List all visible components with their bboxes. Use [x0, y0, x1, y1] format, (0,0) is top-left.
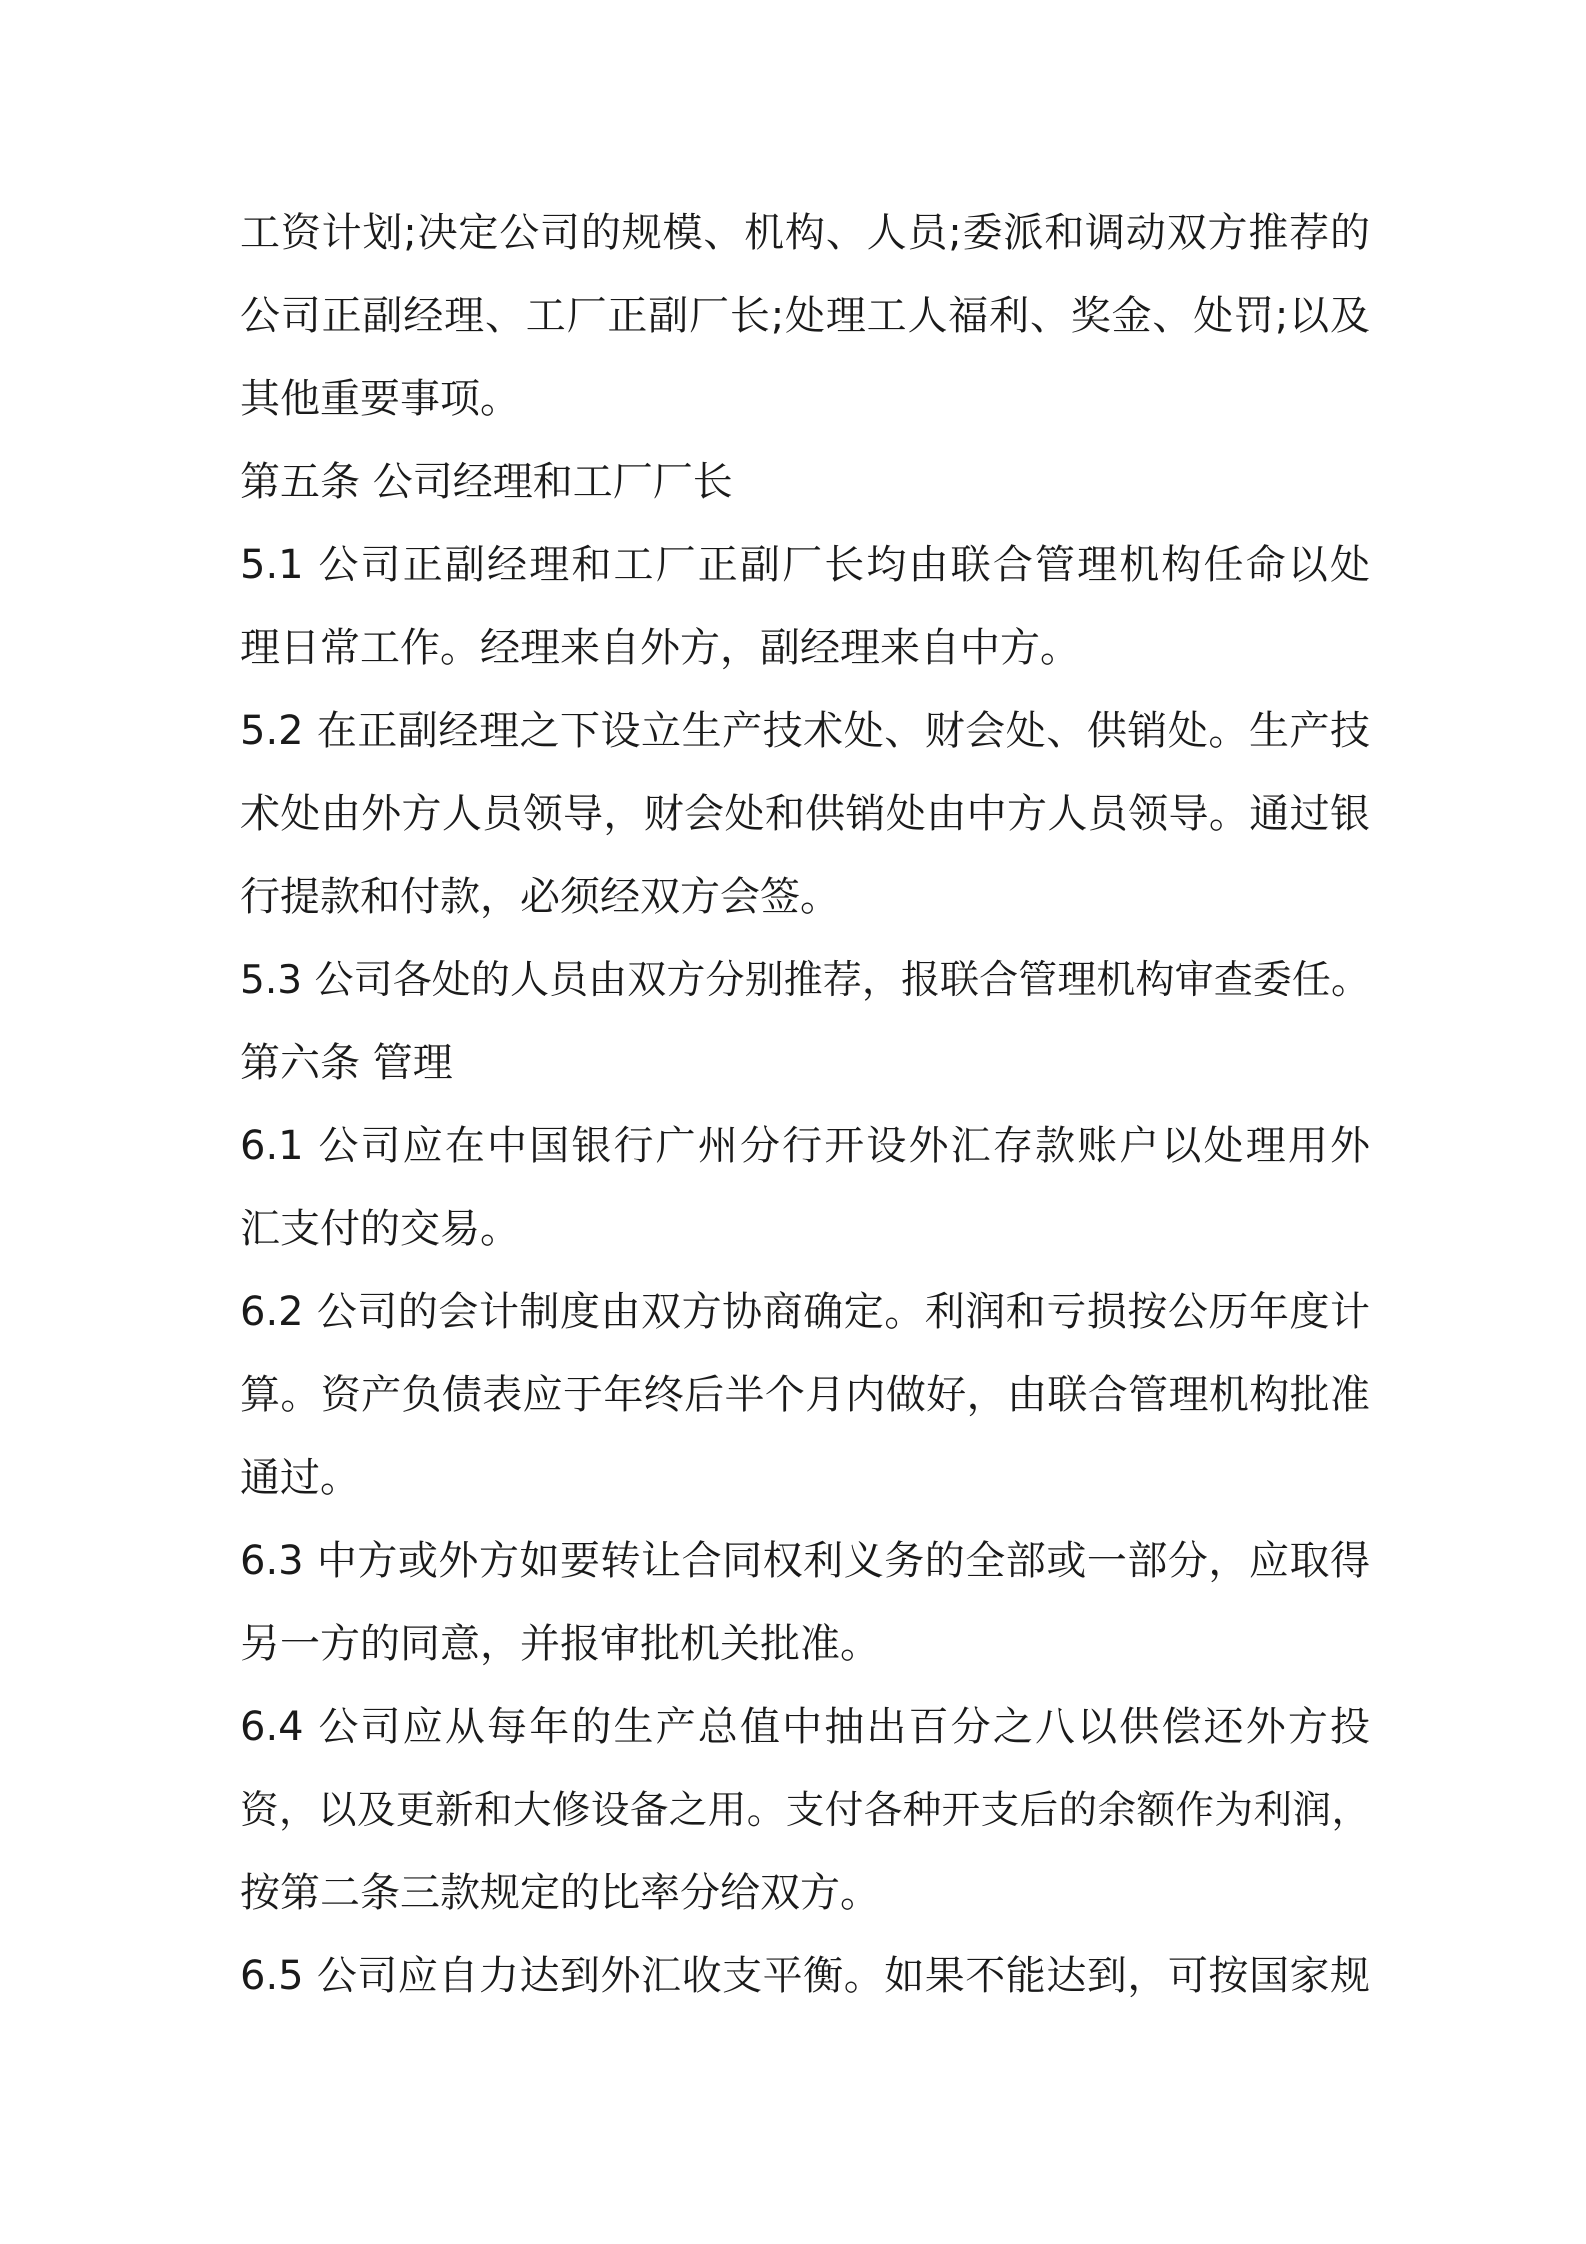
text-line: 资，以及更新和大修设备之用。支付各种开支后的余额作为利润，: [240, 1788, 1370, 1833]
document-body: [240, 192, 1370, 2018]
text-line: 通过。: [240, 1455, 360, 1501]
text-line: 工资计划;决定公司的规模、机构、人员;委派和调动双方推荐的: [240, 210, 1370, 256]
text-line: 6.4 公司应从每年的生产总值中抽出百分之八以供偿还外方投: [240, 1704, 1370, 1750]
text-line: 另一方的同意，并报审批机关批准。: [240, 1621, 880, 1667]
text-line: 第五条 公司经理和工厂厂长: [240, 459, 733, 505]
text-line: 理日常工作。经理来自外方，副经理来自中方。: [240, 625, 1080, 671]
text-line: 6.3 中方或外方如要转让合同权利义务的全部或一部分，应取得: [240, 1538, 1370, 1584]
text-line: 6.1 公司应在中国银行广州分行开设外汇存款账户以处理用外: [240, 1123, 1370, 1169]
text-line: 5.3 公司各处的人员由双方分别推荐，报联合管理机构审查委任。: [240, 958, 1370, 1003]
text-line: 5.2 在正副经理之下设立生产技术处、财会处、供销处。生产技: [240, 708, 1370, 754]
text-line: 算。资产负债表应于年终后半个月内做好，由联合管理机构批准: [240, 1372, 1370, 1418]
text-line: 按第二条三款规定的比率分给双方。: [240, 1870, 880, 1916]
text-line: 6.2 公司的会计制度由双方协商确定。利润和亏损按公历年度计: [240, 1289, 1370, 1335]
text-line: 其他重要事项。: [240, 376, 520, 422]
text-line: 公司正副经理、工厂正副厂长;处理工人福利、奖金、处罚;以及: [240, 293, 1370, 339]
text-line: 5.1 公司正副经理和工厂正副厂长均由联合管理机构任命以处: [240, 542, 1370, 588]
text-line: 术处由外方人员领导，财会处和供销处由中方人员领导。通过银: [240, 791, 1370, 837]
text-line: 行提款和付款，必须经双方会签。: [240, 874, 840, 920]
text-line: 第六条 管理: [240, 1040, 453, 1086]
text-line: 6.5 公司应自力达到外汇收支平衡。如果不能达到，可按国家规: [240, 1953, 1370, 1999]
text-line: 汇支付的交易。: [240, 1206, 520, 1252]
